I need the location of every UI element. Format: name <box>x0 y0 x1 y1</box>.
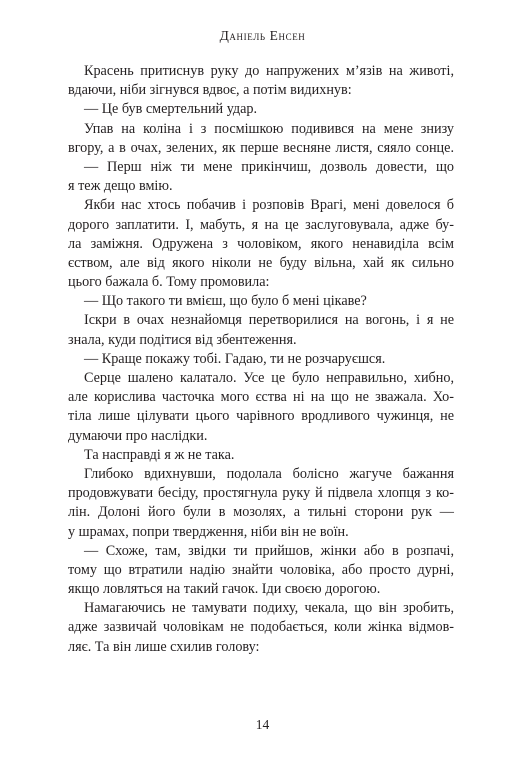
text-line: Та насправді я ж не така. <box>84 446 235 463</box>
text-line: думаючи про наслідки. <box>68 427 208 444</box>
text-line: Упав на коліна і з посмішкою подивився на мене знизу <box>84 120 454 137</box>
running-head: Даніель Енсен <box>219 28 306 43</box>
text-line: єством, але від якого ніколи не буду вільна, хай як сильно <box>68 254 454 271</box>
text-line: у шрамах, попри твердження, ніби він не воїн. <box>68 523 349 540</box>
body-text <box>68 62 454 657</box>
text-line: — Краще покажу тобі. Гадаю, ти не розчаруєшся. <box>84 350 386 367</box>
text-line: я теж дещо вмію. <box>68 178 173 195</box>
text-line: ла заміжня. Одружена з чоловіком, якого ненавиділа всім <box>68 235 454 252</box>
text-line: — Що такого ти вмієш, що було б мені цікаве? <box>84 293 367 310</box>
text-line: лін. Долоні його були в мозолях, а тильні сторони рук — <box>68 504 454 521</box>
page-number: 14 <box>255 717 270 732</box>
text-line: тому що втратили надію знайти чоловіка, або просто дурні, <box>68 561 454 578</box>
text-line: Намагаючись не тамувати подиху, чекала, що він зробить, <box>84 600 454 617</box>
text-line: — Перш ніж ти мене прикінчиш, дозволь довести, що <box>84 158 454 175</box>
text-line: адже зазвичай чоловікам не подобається, коли жінка відмов- <box>68 619 454 636</box>
text-line: Іскри в очах незнайомця перетворилися на вогонь, і я не <box>84 312 454 329</box>
text-line: Серце шалено калатало. Усе це було неправильно, хибно, <box>84 370 454 386</box>
text-line: знала, куди подітися від збентеження. <box>68 331 297 348</box>
text-line: але корислива часточка мого єства ні на що не зважала. Хо- <box>68 389 454 406</box>
text-line: — Схоже, там, звідки ти прийшов, жінки або в розпачі, <box>84 542 454 559</box>
text-line: — Це був смертельний удар. <box>84 101 258 118</box>
text-line: Глибоко вдихнувши, подолала болісно жагуче бажання <box>84 465 454 482</box>
text-line: якщо ловляться на такий гачок. Іди своєю дорогою. <box>68 581 381 598</box>
text-line: Якби нас хтось побачив і розповів Врагі, мені довелося б <box>84 197 454 214</box>
text-line: цього бажала б. Тому промовила: <box>68 274 270 291</box>
text-line: продовжувати бесіду, простягнула руку й підвела хлопця з ко- <box>68 485 454 502</box>
text-line: вдаючи, ніби зігнувся вдвоє, а потім видихнув: <box>68 82 352 99</box>
text-line: ляє. Та він лише схилив голову: <box>68 638 260 655</box>
text-line: Красень притиснув руку до напружених м’язів на животі, <box>84 63 454 79</box>
text-line: дорого заплатити. І, мабуть, я на це заслуговувала, адже бу- <box>68 216 454 233</box>
text-line: вгору, а в очах, зелених, як перше весняне листя, сяяло сонце. <box>68 139 454 156</box>
text-line: тіла лише цілувати цього чарівного вродливого чужинця, не <box>68 408 454 425</box>
